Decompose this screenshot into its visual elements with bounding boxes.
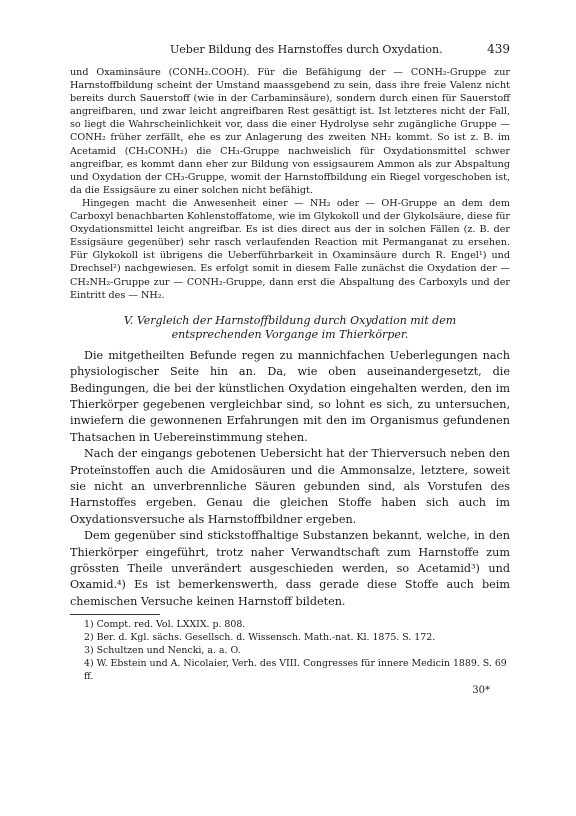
footnote: 4) W. Ebstein und A. Nicolaier, Verh. des VIII. Congresses für innere Medicin 1889. S. 69 ff. <box>84 658 507 683</box>
running-title: Ueber Bildung des Harnstoffes durch Oxydation. <box>170 43 443 56</box>
paragraph: Dem gegenüber sind stickstoffhaltige Substanzen bekannt, welche, in den Thierkörper eingeführt, trotz naher Verwandtschaft zum Harnstoffe zum grössten Theile unverändert ausgeschieden werden, so Acetamid³) und Oxamid.⁴) Es ist bemerkenswerth, dass gerade diese Stoffe auch beim chemischen Versuche keinen Harnstoff bildeten. <box>70 529 510 608</box>
footnote-divider <box>70 614 160 615</box>
footnote: 2) Ber. d. Kgl. sächs. Gesellsch. d. Wissensch. Math.-nat. Kl. 1875. S. 172. <box>84 632 436 644</box>
section-heading: V. Vergleich der Harnstoffbildung durch Oxydation mit dem entsprechenden Vorgange im Thierkörper. <box>123 313 457 341</box>
running-header <box>70 42 510 56</box>
signature-mark: 30* <box>472 685 490 697</box>
page <box>70 42 510 696</box>
page-number: 439 <box>487 42 510 56</box>
paragraph: Die mitgetheilten Befunde regen zu mannichfachen Ueberlegungen nach physiologischer Seite hin an. Da, wie oben auseinandergesetzt, die Bedingungen, die bei der künstlichen Oxydation eingehalten werden, den im Thierkörper gegebenen vergleichbar sind, so lohnt es sich, zu untersuchen, inwiefern die gewonnenen Erfahrungen mit den im Organismus gefundenen Thatsachen in Uebereinstimmung stehen. <box>70 348 510 444</box>
paragraph: Hingegen macht die Anwesenheit einer — NH₂ oder — OH-Gruppe an dem dem Carboxyl benachbarten Kohlenstoffatome, wie im Glykokoll und der Glykolsäure, diese für Oxydationsmittel leicht angreifbar. Es ist dies direct aus der in solchen Fällen (z. B. der Essigsäure gegenüber) sehr rasch verlaufenden Reaction mit Permanganat zu ersehen. Für Glykokoll ist übrigens die Ueberführbarkeit in Oxaminsäure durch R. Engel¹) und Drechsel²) nachgewiesen. Es erfolgt somit in diesem Falle zunächst die Oxydation der — CH₂NH₂-Gruppe zur — CONH₂-Gruppe, dann erst die Abspaltung des Carboxyls und der Eintritt des — NH₂. <box>70 197 510 301</box>
paragraph: Nach der eingangs gebotenen Uebersicht hat der Thierversuch neben den Proteïnstoffen auch die Amidosäuren und die Ammonsalze, letztere, soweit sie nicht an unverbrennliche Säuren gebunden sind, als Vorstufen des Harnstoffes ergeben. Genau die gleichen Stoffe haben sich auch im Oxydationsversuche als Harnstoffbildner ergeben. <box>70 447 510 526</box>
footnotes <box>70 618 510 683</box>
main-text-block <box>70 348 510 611</box>
small-print-block <box>70 66 510 302</box>
footnote: 3) Schultzen und Nencki, a. a. O. <box>84 645 241 657</box>
footnote: 1) Compt. red. Vol. LXXIX. p. 808. <box>84 619 246 631</box>
paragraph: und Oxaminsäure (CONH₂.COOH). Für die Befähigung der — CONH₂-Gruppe zur Harnstoffbildung scheint der Umstand maassgebend zu sein, dass ihre freie Valenz nicht bereits durch Sauerstoff (wie in der Carbaminsäure), sondern durch einen für Sauerstoff angreifbaren, und zwar leicht angreifbaren Rest gesättigt ist. Ist letzteres nicht der Fall, so liegt die Wahrscheinlichkeit vor, dass die einer Hydrolyse sehr zugängliche Gruppe — CONH₂ früher zerfällt, ehe es zur Anlagerung des zweiten NH₂ kommt. So ist z. B. im Acetamid (CH₃CONH₂) die CH₃-Gruppe nachweislich für Oxydationsmittel schwer angreifbar, es kommt dann eher zur Bildung von essigsaurem Ammon als zur Abspaltung und Oxydation der CH₃-Gruppe, womit der Harnstoffbildung ein Riegel vorgeschoben ist, da die Essigsäure zu einer solchen nicht befähigt. <box>70 67 510 196</box>
